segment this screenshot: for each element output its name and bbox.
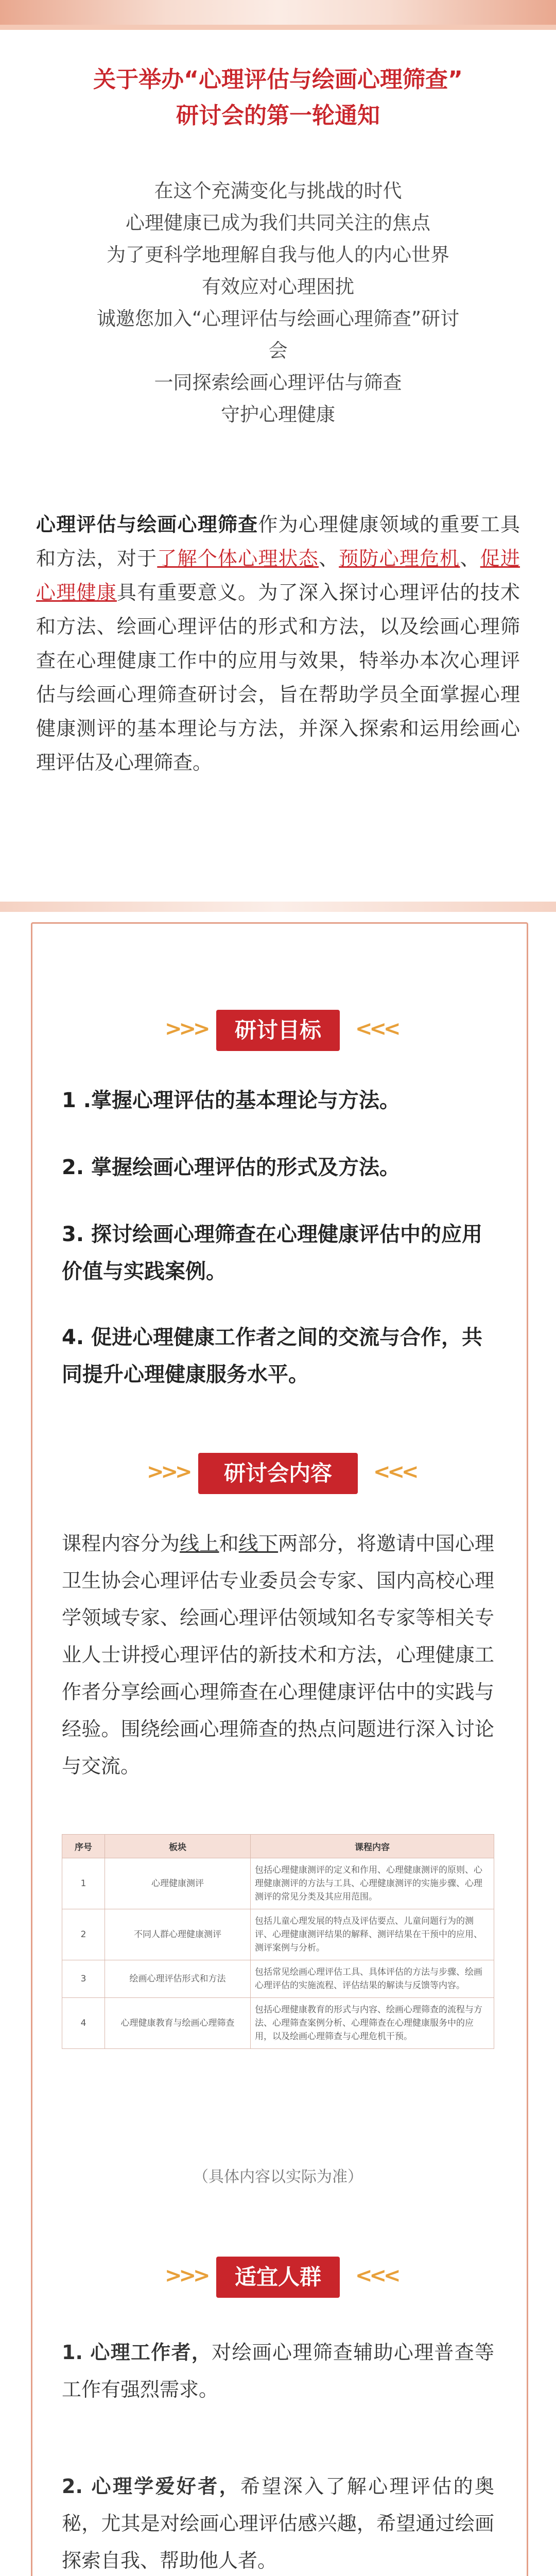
table-cell-block: 心理健康测评 [105, 1858, 251, 1909]
invitation-poem [51, 175, 505, 431]
chevron-right-icon: >>> [165, 2264, 207, 2287]
poem-line: 为了更科学地理解自我与他人的内心世界 [107, 244, 449, 266]
intro-text: 具有重要意义。为了深入探讨心理评估的技术和方法、绘画心理评估的形式和方法，以及绘画心理筛查在心理健康工作中的应用与效果，特举办本次心理评估与绘画心理筛查研讨会，旨在帮助学员全面掌握心理健康测评的基本理论与方法，并深入探索和运用绘画心理评估及心理筛查。 [36, 581, 520, 774]
table-cell-no: 1 [62, 1858, 105, 1909]
goal-item: 1 .掌握心理评估的基本理论与方法。 [62, 1089, 400, 1112]
table-header-cell: 课程内容 [251, 1835, 494, 1858]
section-badge: 研讨目标 [216, 1010, 340, 1051]
table-cell-desc: 包括心理健康测评的定义和作用、心理健康测评的原则、心理健康测评的方法与工具、心理健康测评的实施步骤、心理测评的常见分类及其应用范围。 [251, 1858, 494, 1909]
audience-strong: 2. 心理学爱好者， [62, 2475, 241, 2498]
audience-text: 希望深入了解心理评估的奥秘，尤其是对绘画心理评估感兴趣，希望通过绘画探索自我、帮助他人者。 [62, 2475, 494, 2572]
chevron-right-icon: >>> [147, 1460, 189, 1484]
audience-item [62, 2334, 494, 2408]
table-cell-no: 2 [62, 1909, 105, 1960]
title-line-2: 研讨会的第一轮通知 [176, 103, 380, 129]
course-table [62, 1834, 494, 2049]
section-divider [0, 902, 556, 912]
table-row [62, 1998, 494, 2049]
content-highlight: 线下 [238, 1532, 279, 1555]
audience-strong: 1. 心理工作者， [62, 2341, 212, 2364]
intro-highlight: 了解个体心理状态 [157, 547, 319, 570]
table-cell-desc: 包括心理健康教育的形式与内容、绘画心理筛查的流程与方法、心理筛查案例分析、心理筛查在心理健康服务中的应用，以及绘画心理筛查与心理危机干预。 [251, 1998, 494, 2049]
poem-line: 有效应对心理困扰 [202, 276, 354, 298]
table-row [62, 1909, 494, 1960]
table-header-cell: 板块 [105, 1835, 251, 1858]
section-header-goals [0, 1010, 556, 1051]
chevron-left-icon: <<< [373, 1460, 416, 1484]
poem-line: 守护心理健康 [221, 403, 335, 426]
section-header-content [0, 1453, 556, 1494]
poem-line: 会 [268, 340, 288, 362]
table-cell-block: 心理健康教育与绘画心理筛查 [105, 1998, 251, 2049]
chevron-left-icon: <<< [355, 2264, 398, 2287]
goal-item: 3. 探讨绘画心理筛查在心理健康评估中的应用价值与实践案例。 [62, 1223, 482, 1283]
section-badge: 适宜人群 [216, 2257, 340, 2298]
top-banner-stripe [0, 25, 556, 30]
table-cell-no: 3 [62, 1960, 105, 1998]
section-badge: 研讨会内容 [198, 1453, 358, 1494]
content-text: 和 [219, 1532, 239, 1555]
intro-highlight: 预防心理危机 [339, 547, 460, 570]
page-title [0, 62, 556, 134]
intro-text: 作为心理健康领域的重要工具和方法，对于 [36, 513, 520, 570]
intro-strong: 心理评估与绘画心理筛查 [36, 513, 258, 536]
content-highlight: 线上 [180, 1532, 219, 1555]
goal-item: 4. 促进心理健康工作者之间的交流与合作，共同提升心理健康服务水平。 [62, 1326, 482, 1386]
poem-line: 一同探索绘画心理评估与筛查 [154, 371, 402, 394]
chevron-left-icon: <<< [355, 1017, 398, 1041]
table-cell-no: 4 [62, 1998, 105, 2049]
table-cell-desc: 包括儿童心理发展的特点及评估要点、儿童问题行为的测评、心理健康测评结果的解释、测评结果在干预中的应用、测评案例与分析。 [251, 1909, 494, 1960]
intro-sep: 、 [460, 547, 480, 570]
title-line-1: 关于举办“心理评估与绘画心理筛查” [93, 66, 463, 93]
poem-line: 心理健康已成为我们共同关注的焦点 [126, 212, 430, 234]
table-row [62, 1960, 494, 1998]
intro-sep: 、 [319, 547, 339, 570]
table-cell-block: 绘画心理评估形式和方法 [105, 1960, 251, 1998]
chevron-right-icon: >>> [165, 1017, 207, 1041]
table-cell-block: 不同人群心理健康测评 [105, 1909, 251, 1960]
poem-line: 诚邀您加入“心理评估与绘画心理筛查”研讨 [96, 308, 460, 330]
table-header-cell: 序号 [62, 1835, 105, 1858]
intro-highlight: 促进心理健康 [36, 547, 520, 604]
content-paragraph [62, 1525, 494, 1785]
content-text: 两部分，将邀请中国心理卫生协会心理评估专业委员会专家、国内高校心理学领域专家、绘画心理评估领域知名专家等相关专业人士讲授心理评估的新技术和方法，心理健康工作者分享绘画心理筛查在心理健康评估中的实践与经验。围绕绘画心理筛查的热点问题进行深入讨论与交流。 [62, 1532, 494, 1777]
table-cell-desc: 包括常见绘画心理评估工具、具体评估的方法与步骤、绘画心理评估的实施流程、评估结果的解读与反馈等内容。 [251, 1960, 494, 1998]
table-note: （具体内容以实际为准） [193, 2168, 363, 2186]
table-row [62, 1858, 494, 1909]
section-header-audience [0, 2257, 556, 2298]
goal-item: 2. 掌握绘画心理评估的形式及方法。 [62, 1156, 400, 1179]
audience-item [62, 2468, 494, 2576]
content-text: 课程内容分为 [62, 1532, 180, 1555]
poem-line: 在这个充满变化与挑战的时代 [154, 180, 402, 202]
table-header-row [62, 1835, 494, 1858]
intro-paragraph [36, 507, 520, 779]
audience-text: 对绘画心理筛查辅助心理普查等工作有强烈需求。 [62, 2341, 494, 2401]
